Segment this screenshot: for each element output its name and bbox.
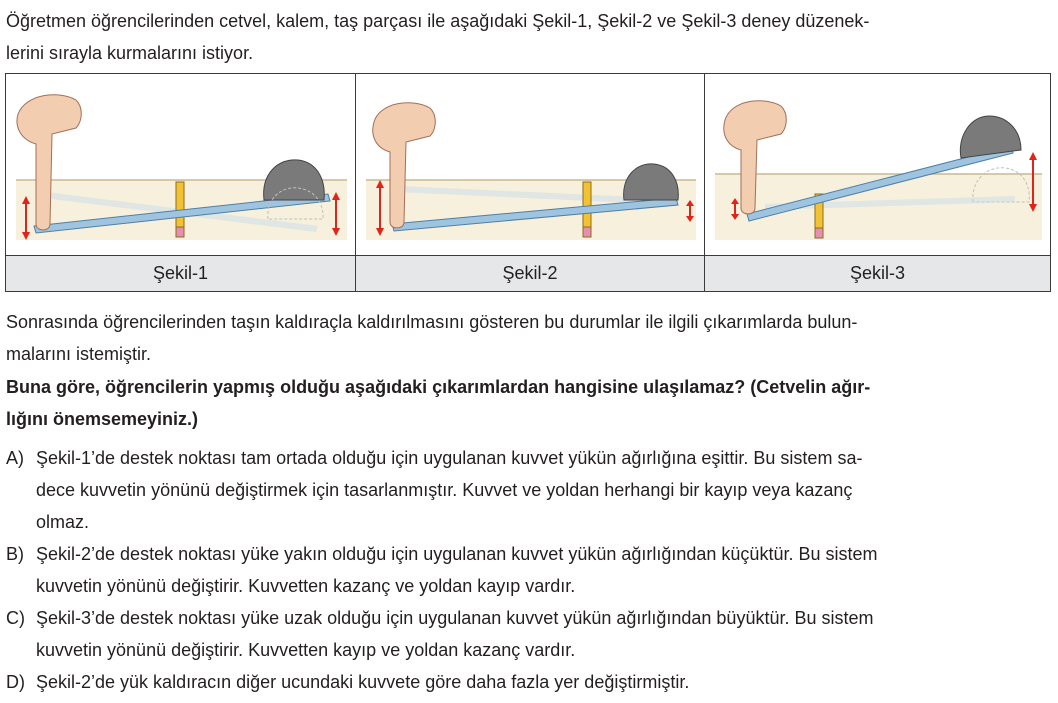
- question-line-1: Buna göre, öğrencilerin yapmış olduğu aşağıdaki çıkarımlardan hangisine ulaşılamaz? (Cetvelin ağır-: [6, 377, 871, 397]
- option-b[interactable]: [6, 538, 1052, 602]
- context-line-1: Sonrasında öğrencilerinden taşın kaldıraçla kaldırılmasını gösteren bu durumlar ile ilgili çıkarımlarda bulun-: [6, 312, 858, 332]
- figure-2-caption: Şekil-2: [356, 256, 704, 291]
- figure-2-illustration: [356, 74, 704, 255]
- option-c-line-1: Şekil-3’de destek noktası yüke uzak olduğu için uygulanan kuvvet yükün ağırlığından büyüktür. Bu sistem: [36, 608, 874, 628]
- option-d[interactable]: [6, 666, 1052, 698]
- rock: [264, 160, 325, 200]
- option-a-label: A): [6, 448, 24, 468]
- option-a-line-2: dece kuvvetin yönünü değiştirmek için tasarlanmıştır. Kuvvet ve yoldan herhangi bir kayıp veya kazanç: [36, 480, 853, 500]
- option-d-line-1: Şekil-2’de yük kaldıracın diğer ucundaki kuvvete göre daha fazla yer değiştirmiştir.: [36, 672, 690, 692]
- figure-1-caption: Şekil-1: [6, 256, 355, 291]
- option-c-label: C): [6, 608, 25, 628]
- figure-3-illustration: [705, 74, 1050, 255]
- option-d-label: D): [6, 672, 25, 692]
- intro-line-1: Öğretmen öğrencilerinden cetvel, kalem, taş parçası ile aşağıdaki Şekil-1, Şekil-2 ve Şekil-3 deney düzenek-: [6, 11, 870, 31]
- figure-table: [5, 73, 1051, 292]
- context-line-2: malarını istemiştir.: [6, 344, 152, 364]
- option-c[interactable]: [6, 602, 1052, 666]
- option-b-line-2: kuvvetin yönünü değiştirir. Kuvvetten kazanç ve yoldan kayıp vardır.: [36, 576, 576, 596]
- rock: [960, 116, 1021, 158]
- option-a-line-1: Şekil-1’de destek noktası tam ortada olduğu için uygulanan kuvvet yükün ağırlığına eşittir. Bu sistem sa-: [36, 448, 863, 468]
- option-a-line-3: olmaz.: [36, 512, 90, 532]
- rock: [624, 164, 679, 200]
- option-b-line-1: Şekil-2’de destek noktası yüke yakın olduğu için uygulanan kuvvet yükün ağırlığından küçüktür. Bu sistem: [36, 544, 878, 564]
- intro-line-2: lerini sırayla kurmalarını istiyor.: [6, 43, 254, 63]
- figure-3-caption: Şekil-3: [705, 256, 1050, 291]
- option-b-label: B): [6, 544, 24, 564]
- option-a[interactable]: [6, 442, 1052, 538]
- question-line-2: lığını önemsemeyiniz.): [6, 409, 199, 429]
- figure-1-illustration: [6, 74, 355, 255]
- option-c-line-2: kuvvetin yönünü değiştirir. Kuvvetten kayıp ve yoldan kazanç vardır.: [36, 640, 576, 660]
